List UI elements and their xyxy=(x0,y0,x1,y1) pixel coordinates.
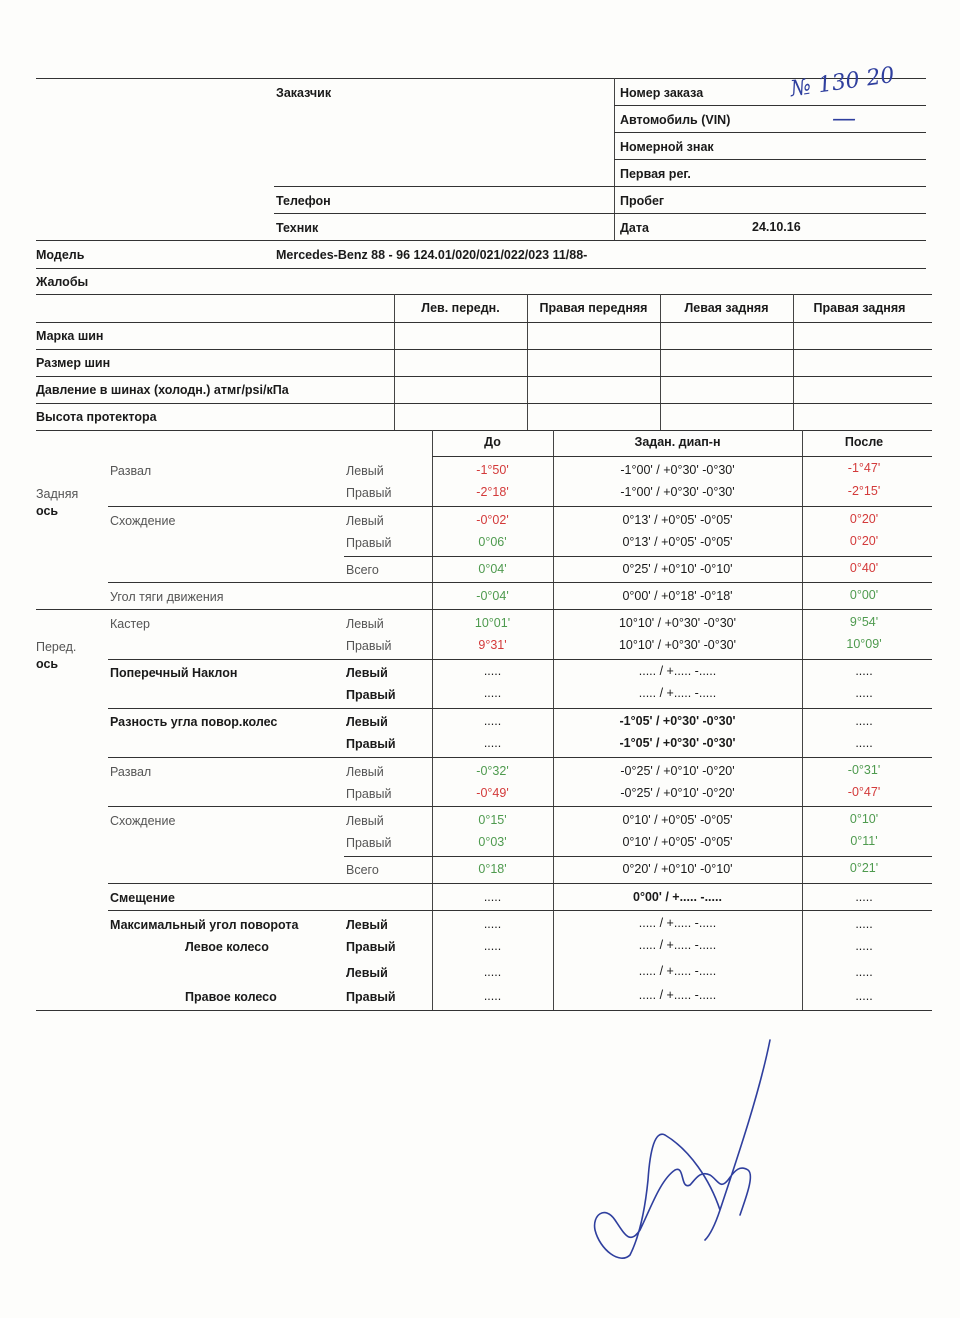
sai-after-right: ..... xyxy=(855,686,873,700)
rear-toe-spec-total: 0°25' / +0°10' -0°10' xyxy=(622,562,733,576)
rear-toe-spec-left: 0°13' / +0°05' -0°05' xyxy=(622,513,733,527)
left-label: Левый xyxy=(346,617,384,631)
max-turn-after: ..... xyxy=(855,965,873,979)
right-label: Правый xyxy=(346,639,392,653)
front-toe-spec-right: 0°10' / +0°05' -0°05' xyxy=(622,835,733,849)
max-turn-before: ..... xyxy=(483,965,502,979)
total-label: Всего xyxy=(346,863,379,877)
left-label: Левый xyxy=(346,666,388,680)
max-turn-after: ..... xyxy=(855,939,873,953)
date-label: Дата xyxy=(620,221,649,235)
tire-col-lf: Лев. передн. xyxy=(421,301,500,315)
sai-label: Поперечный Наклон xyxy=(110,666,238,680)
front-toe-spec-left: 0°10' / +0°05' -0°05' xyxy=(622,813,733,827)
right-wheel-label: Правое колесо xyxy=(185,990,277,1004)
caster-before-left: 10°01' xyxy=(474,616,511,630)
first-reg-label: Первая рег. xyxy=(620,167,691,181)
right-label: Правый xyxy=(346,688,396,702)
left-label: Левый xyxy=(346,814,384,828)
toe-out-after-left: ..... xyxy=(855,714,873,728)
max-turn-before: ..... xyxy=(483,989,502,1003)
front-toe-spec-total: 0°20' / +0°10' -0°10' xyxy=(622,862,733,876)
handwritten-order-number: № 130 20 xyxy=(788,62,897,103)
front-camber-label: Развал xyxy=(110,765,152,779)
model-label: Модель xyxy=(36,248,85,262)
right-label: Правый xyxy=(346,486,392,500)
rear-toe-before-left: -0°02' xyxy=(476,513,509,527)
tire-row-size: Размер шин xyxy=(36,356,111,370)
customer-label: Заказчик xyxy=(276,86,332,100)
caster-label: Кастер xyxy=(110,617,150,631)
max-turn-before: ..... xyxy=(483,939,502,953)
signature xyxy=(570,1030,800,1270)
max-turn-spec: ..... / +..... -..... xyxy=(638,964,717,978)
caster-before-right: 9°31' xyxy=(478,638,507,652)
tire-row-brand: Марка шин xyxy=(36,329,104,343)
handwritten-vin: — xyxy=(832,104,856,132)
front-camber-after-right: -0°47' xyxy=(847,785,881,799)
rear-camber-spec-left: -1°00' / +0°30' -0°30' xyxy=(620,463,735,477)
thrust-angle-label: Угол тяги движения xyxy=(110,590,224,604)
tire-col-rr: Правая задняя xyxy=(813,301,906,315)
left-label: Левый xyxy=(346,966,388,980)
right-label: Правый xyxy=(346,836,392,850)
front-toe-after-right: 0°11' xyxy=(850,834,878,848)
front-axle-label-2: ось xyxy=(36,657,59,671)
front-axle-label-1: Перед. xyxy=(36,640,77,654)
setback-after: ..... xyxy=(855,890,873,904)
left-label: Левый xyxy=(346,918,388,932)
tire-col-rf: Правая передняя xyxy=(539,301,648,315)
caster-spec-left: 10°10' / +0°30' -0°30' xyxy=(618,616,737,630)
rear-camber-before-right: -2°18' xyxy=(476,485,509,499)
rear-toe-before-right: 0°06' xyxy=(478,535,507,549)
rear-camber-label: Развал xyxy=(110,464,152,478)
sai-before-left: ..... xyxy=(483,664,502,678)
front-camber-after-left: -0°31' xyxy=(847,763,881,777)
rear-toe-spec-right: 0°13' / +0°05' -0°05' xyxy=(622,535,733,549)
sai-spec-right: ..... / +..... -..... xyxy=(638,686,717,700)
mileage-label: Пробег xyxy=(620,194,665,208)
thrust-spec: 0°00' / +0°18' -0°18' xyxy=(622,589,733,603)
left-label: Левый xyxy=(346,464,384,478)
sai-after-left: ..... xyxy=(855,664,873,678)
rear-toe-before-total: 0°04' xyxy=(478,562,507,576)
rear-camber-spec-right: -1°00' / +0°30' -0°30' xyxy=(620,485,735,499)
front-camber-before-right: -0°49' xyxy=(476,786,509,800)
max-turn-spec: ..... / +..... -..... xyxy=(638,988,717,1002)
left-wheel-label: Левое колесо xyxy=(185,940,269,954)
caster-after-left: 9°54' xyxy=(849,615,879,629)
front-toe-after-left: 0°10' xyxy=(849,812,879,826)
col-spec: Задан. диап-н xyxy=(634,435,721,449)
rear-camber-after-right: -2°15' xyxy=(847,484,881,498)
caster-spec-right: 10°10' / +0°30' -0°30' xyxy=(618,638,737,652)
left-label: Левый xyxy=(346,765,384,779)
max-turn-after: ..... xyxy=(855,917,873,931)
tire-row-tread: Высота протектора xyxy=(36,410,157,424)
sai-spec-left: ..... / +..... -..... xyxy=(638,664,717,678)
date-value: 24.10.16 xyxy=(752,220,801,234)
sai-before-right: ..... xyxy=(483,686,502,700)
order-number-label: Номер заказа xyxy=(620,86,704,100)
max-turn-spec: ..... / +..... -..... xyxy=(638,916,717,930)
front-toe-label: Схождение xyxy=(110,814,176,828)
front-camber-spec-left: -0°25' / +0°10' -0°20' xyxy=(620,764,735,778)
toe-out-turns-label: Разность угла повор.колес xyxy=(110,715,278,729)
rear-toe-after-left: 0°20' xyxy=(849,512,879,526)
front-camber-before-left: -0°32' xyxy=(476,764,509,778)
max-turn-after: ..... xyxy=(855,989,873,1003)
setback-spec: 0°00' / +..... -..... xyxy=(633,890,722,904)
col-after: После xyxy=(844,435,884,449)
model-value: Mercedes-Benz 88 - 96 124.01/020/021/022/023 11/88- xyxy=(276,248,588,262)
left-label: Левый xyxy=(346,514,384,528)
right-label: Правый xyxy=(346,990,396,1004)
front-toe-before-left: 0°15' xyxy=(478,813,507,827)
toe-out-spec-left: -1°05' / +0°30' -0°30' xyxy=(619,714,736,728)
phone-label: Телефон xyxy=(276,194,331,208)
thrust-before: -0°04' xyxy=(476,589,509,603)
thrust-after: 0°00' xyxy=(849,588,879,602)
rear-camber-after-left: -1°47' xyxy=(847,461,881,475)
toe-out-before-left: ..... xyxy=(483,714,502,728)
right-label: Правый xyxy=(346,536,392,550)
col-before: До xyxy=(484,435,501,449)
front-toe-before-total: 0°18' xyxy=(478,862,507,876)
toe-out-before-right: ..... xyxy=(483,736,502,750)
tire-col-lr: Левая задняя xyxy=(684,301,769,315)
max-turn-spec: ..... / +..... -..... xyxy=(638,938,717,952)
front-toe-before-right: 0°03' xyxy=(478,835,507,849)
setback-label: Смещение xyxy=(110,891,175,905)
rear-axle-label-1: Задняя xyxy=(36,487,79,501)
toe-out-spec-right: -1°05' / +0°30' -0°30' xyxy=(619,736,736,750)
caster-after-right: 10°09' xyxy=(846,637,882,651)
complaints-label: Жалобы xyxy=(36,275,89,289)
total-label: Всего xyxy=(346,563,379,577)
max-turn-label: Максимальный угол поворота xyxy=(110,918,299,932)
rear-toe-after-total: 0°40' xyxy=(849,561,879,575)
left-label: Левый xyxy=(346,715,388,729)
rear-toe-after-right: 0°20' xyxy=(849,534,879,548)
front-camber-spec-right: -0°25' / +0°10' -0°20' xyxy=(620,786,735,800)
plate-label: Номерной знак xyxy=(620,140,714,154)
right-label: Правый xyxy=(346,787,392,801)
tire-row-pressure: Давление в шинах (холодн.) атмг/psi/кПа xyxy=(36,383,289,397)
rear-camber-before-left: -1°50' xyxy=(476,463,509,477)
rear-axle-label-2: ось xyxy=(36,504,59,518)
toe-out-after-right: ..... xyxy=(855,736,873,750)
setback-before: ..... xyxy=(483,890,502,904)
technician-label: Техник xyxy=(276,221,319,235)
right-label: Правый xyxy=(346,940,396,954)
vehicle-vin-label: Автомобиль (VIN) xyxy=(620,113,731,127)
front-toe-after-total: 0°21' xyxy=(849,861,879,875)
max-turn-before: ..... xyxy=(483,917,502,931)
right-label: Правый xyxy=(346,737,396,751)
rear-toe-label: Схождение xyxy=(110,514,176,528)
